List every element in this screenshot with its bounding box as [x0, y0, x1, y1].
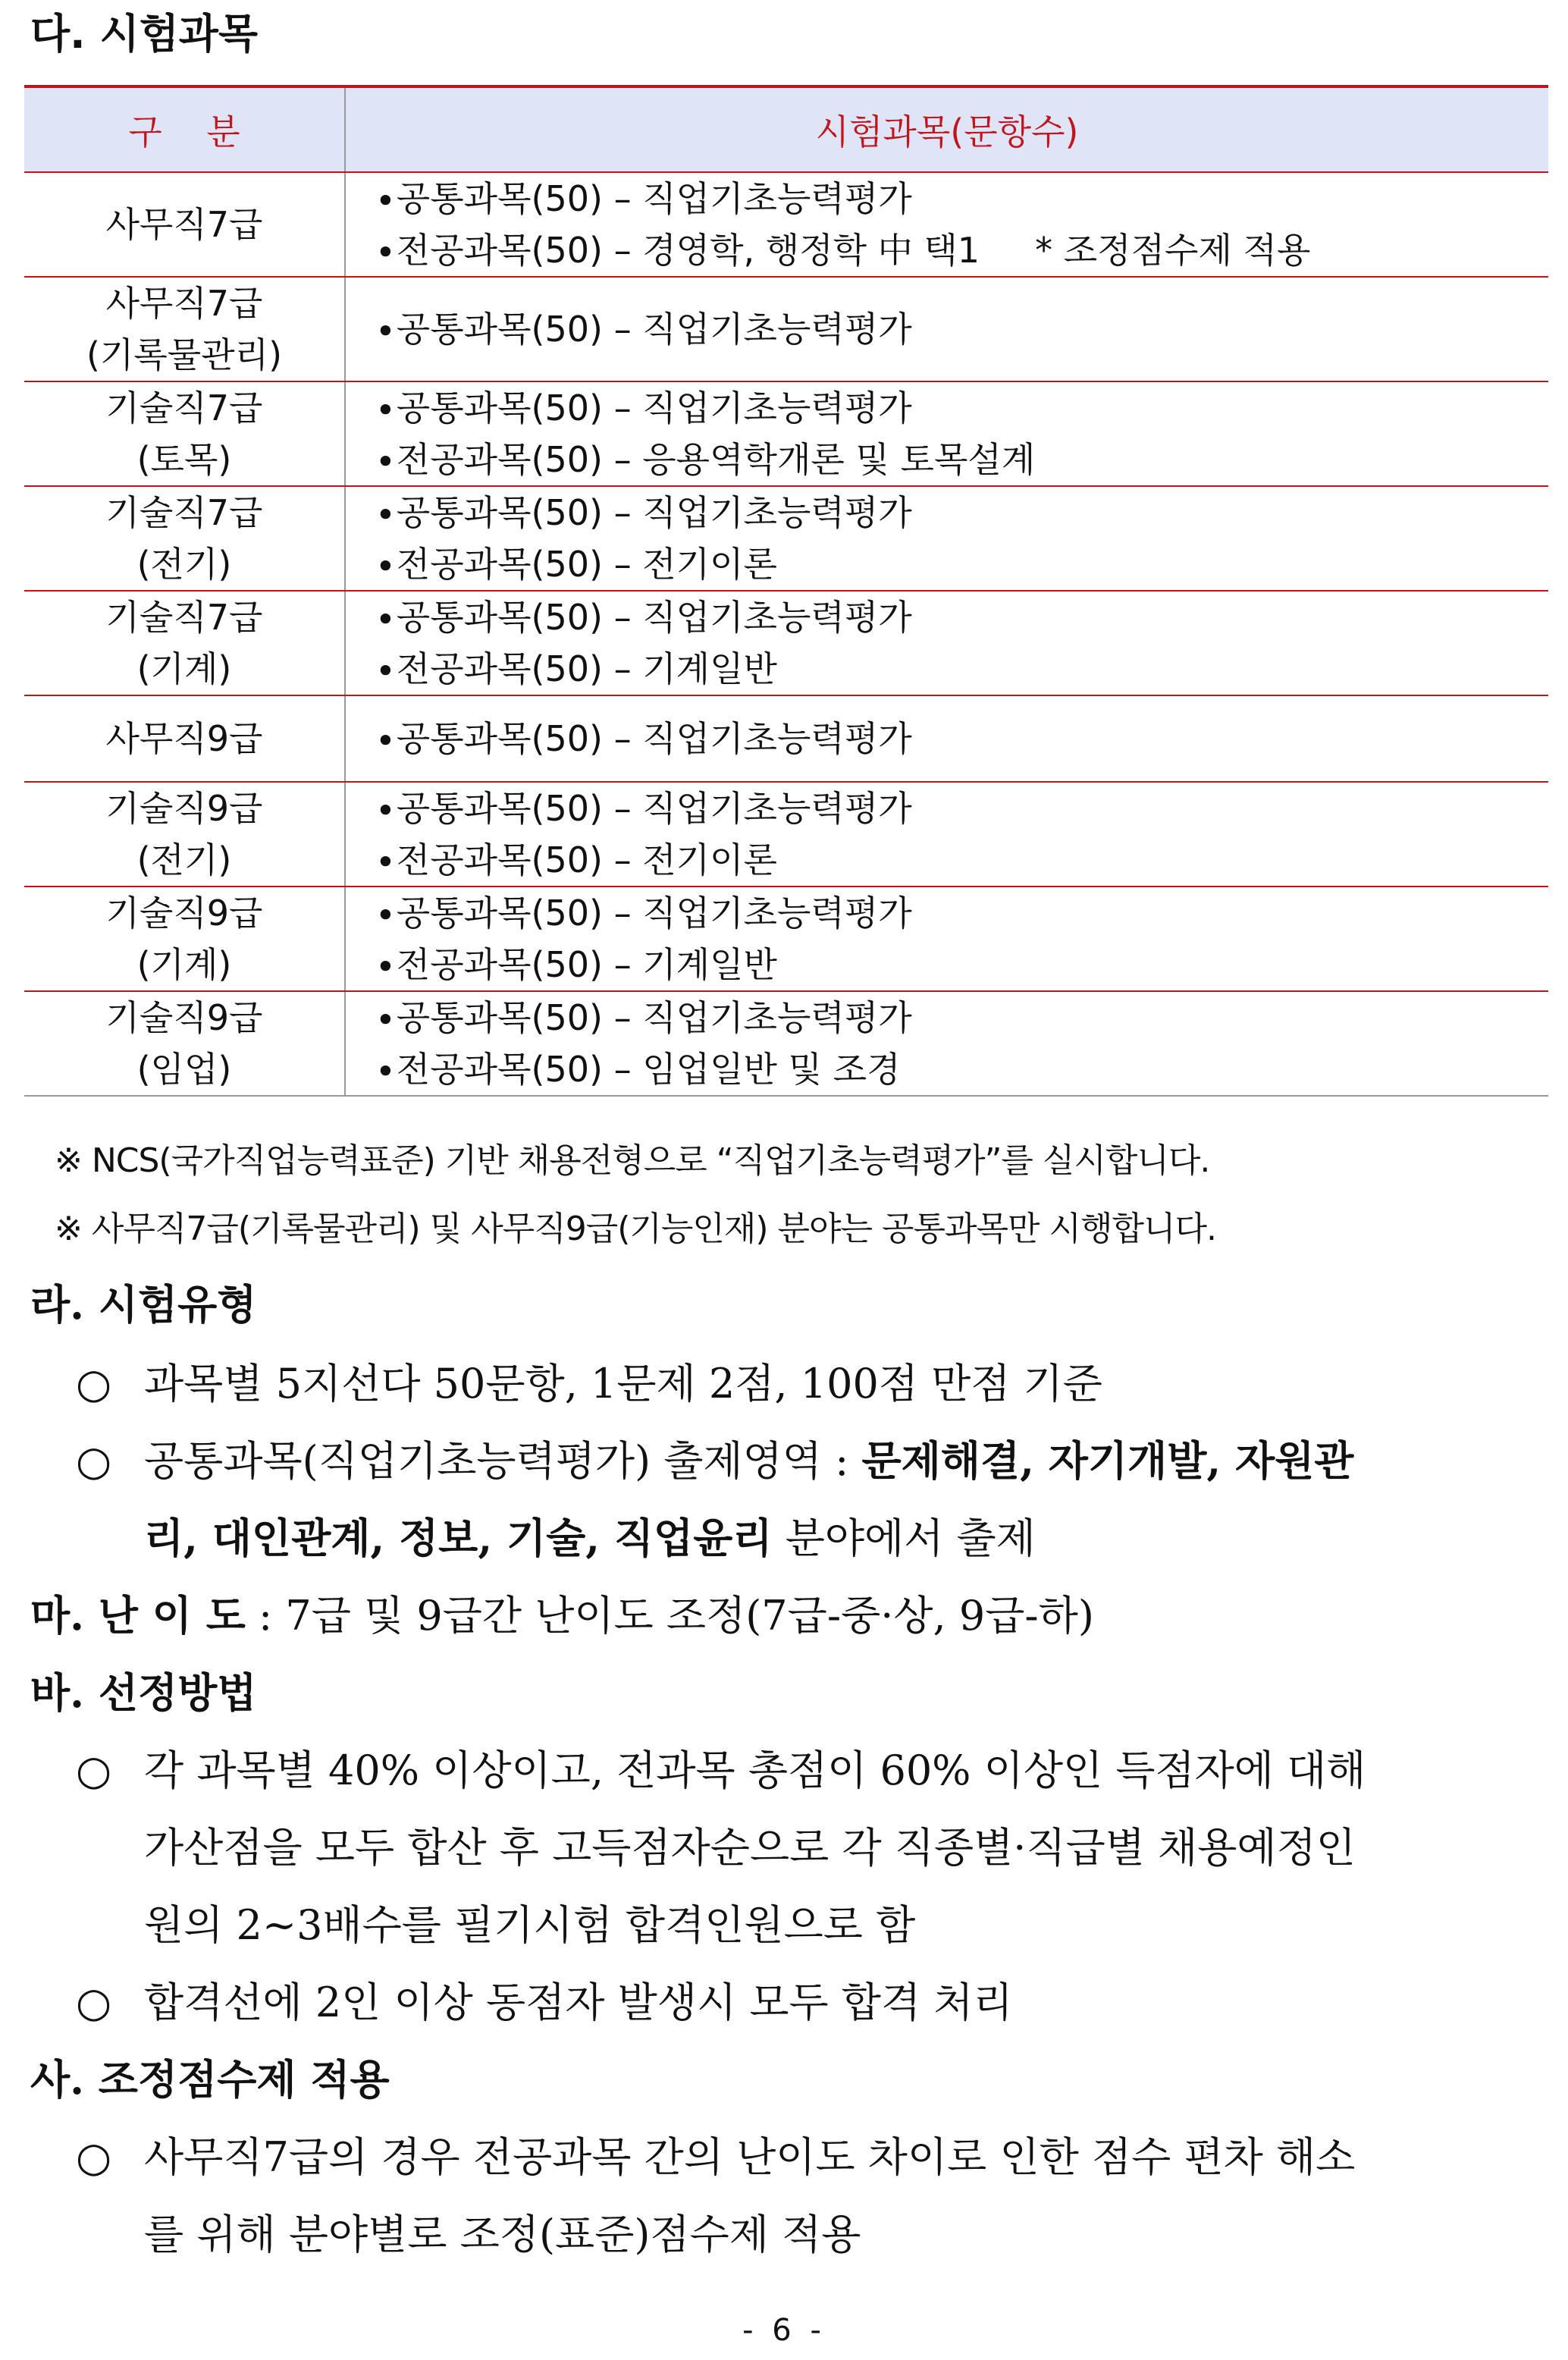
exam-type-item-2-prefix: 공통과목(직업기초능력평가) 출제영역 : [144, 1437, 862, 1485]
subjects-cell [345, 782, 1548, 887]
category-label: (기록물관리) [86, 334, 283, 375]
circle-bullet-icon: ○ [76, 1437, 112, 1485]
category-cell [24, 887, 345, 991]
note-common-only: ※ 사무직7급(기록물관리) 및 사무직9급(기능인재) 분야는 공통과목만 시행합니다. [55, 1210, 1217, 1248]
column-header-subjects: 시험과목(문항수) [345, 86, 1548, 172]
selection-item-1-line-1 [76, 1738, 1366, 1797]
category-cell [24, 486, 345, 591]
page-number: - 6 - [742, 2313, 826, 2348]
circle-bullet-icon: ○ [76, 1979, 112, 2026]
subject-line: ∙공통과목(50) – 직업기초능력평가 [375, 718, 912, 759]
circle-bullet-icon: ○ [76, 2133, 112, 2181]
category-label: (기계) [136, 944, 232, 985]
table-row [24, 591, 1548, 695]
subjects-cell [345, 887, 1548, 991]
exam-type-item-2 [76, 1429, 1353, 1487]
subjects-cell [345, 486, 1548, 591]
subject-line: ∙전공과목(50) – 응용역학개론 및 토목설계 [375, 439, 1036, 480]
exam-type-item-2-bold-2: 리, 대인관계, 정보, 기술, 직업윤리 [144, 1514, 773, 1562]
subjects-cell [345, 991, 1548, 1096]
category-label: 기술직9급 [105, 788, 263, 829]
subjects-cell [345, 591, 1548, 695]
table-row [24, 695, 1548, 782]
category-cell [24, 591, 345, 695]
table-row [24, 782, 1548, 887]
subject-line: ∙공통과목(50) – 직업기초능력평가 [375, 893, 912, 934]
category-cell [24, 277, 345, 381]
subjects-cell [345, 277, 1548, 381]
category-cell [24, 172, 345, 277]
subject-line: ∙공통과목(50) – 직업기초능력평가 [375, 309, 912, 350]
category-label: 기술직7급 [105, 597, 263, 638]
table-row [24, 381, 1548, 486]
subject-line: ∙공통과목(50) – 직업기초능력평가 [375, 788, 912, 829]
section-heading-exam-subjects: 다. 시험과목 [30, 10, 259, 58]
category-label: 사무직7급 [105, 283, 263, 324]
category-label: 사무직7급 [105, 204, 263, 245]
circle-bullet-icon: ○ [76, 1746, 112, 1794]
category-label: (토목) [136, 439, 232, 480]
exam-type-item-2-suffix: 분야에서 출제 [772, 1514, 1036, 1562]
section-heading-exam-type: 라. 시험유형 [30, 1280, 257, 1329]
section-heading-difficulty: 마. 난 이 도 [30, 1591, 246, 1640]
table-row [24, 172, 1548, 277]
adjusted-score-line-1 [76, 2125, 1355, 2183]
subject-line: ∙공통과목(50) – 직업기초능력평가 [375, 178, 912, 219]
subject-line: ∙전공과목(50) – 전기이론 [375, 839, 777, 880]
difficulty-text: : 7급 및 9급간 난이도 조정(7급-중·상, 9급-하) [245, 1592, 1094, 1640]
exam-type-item-1 [76, 1351, 1102, 1410]
table-row [24, 887, 1548, 991]
subject-line: ∙전공과목(50) – 임업일반 및 조경 [375, 1049, 901, 1090]
exam-type-item-1-text: 과목별 5지선다 50문항, 1문제 2점, 100점 만점 기준 [144, 1360, 1102, 1408]
category-label: (기계) [136, 648, 232, 689]
category-label: (전기) [136, 544, 232, 585]
category-label: 기술직9급 [105, 893, 263, 934]
subjects-cell [345, 695, 1548, 782]
category-cell [24, 991, 345, 1096]
category-cell [24, 381, 345, 486]
table-row [24, 991, 1548, 1096]
exam-subjects-table [24, 85, 1548, 1097]
selection-item-1-text-1: 각 과목별 40% 이상이고, 전과목 총점이 60% 이상인 득점자에 대해 [144, 1746, 1366, 1794]
circle-bullet-icon: ○ [76, 1360, 112, 1408]
subject-line: ∙공통과목(50) – 직업기초능력평가 [375, 597, 912, 638]
category-label: (전기) [136, 839, 232, 880]
column-header-category: 구 분 [24, 86, 345, 172]
table-row [24, 486, 1548, 591]
subjects-cell [345, 381, 1548, 486]
selection-item-1-line-2: 가산점을 모두 합산 후 고득점자순으로 각 직종별·직급별 채용예정인 [144, 1824, 1356, 1872]
category-label: 기술직9급 [105, 997, 263, 1038]
subject-line: ∙공통과목(50) – 직업기초능력평가 [375, 388, 912, 428]
category-cell [24, 695, 345, 782]
section-heading-adjusted-score: 사. 조정점수제 적용 [30, 2055, 390, 2104]
selection-item-2-text: 합격선에 2인 이상 동점자 발생시 모두 합격 처리 [144, 1979, 1013, 2026]
exam-type-item-2-cont [144, 1506, 1036, 1564]
exam-type-item-2-bold-1: 문제해결, 자기개발, 자원관 [861, 1436, 1354, 1485]
category-label: (임업) [136, 1049, 232, 1090]
section-heading-selection: 바. 선정방법 [30, 1668, 257, 1717]
subject-line: ∙공통과목(50) – 직업기초능력평가 [375, 492, 912, 533]
table-row [24, 277, 1548, 381]
adjusted-score-text-1: 사무직7급의 경우 전공과목 간의 난이도 차이로 인한 점수 편차 해소 [144, 2133, 1356, 2181]
table-header-row [24, 86, 1548, 172]
category-label: 기술직7급 [105, 492, 263, 533]
subject-line: ∙전공과목(50) – 기계일반 [375, 648, 777, 689]
note-ncs: ※ NCS(국가직업능력표준) 기반 채용전형으로 “직업기초능력평가”를 실시합니다. [55, 1141, 1210, 1180]
category-cell [24, 782, 345, 887]
selection-item-1-line-3: 원의 2~3배수를 필기시험 합격인원으로 함 [144, 1901, 916, 1949]
difficulty-line [30, 1583, 1094, 1642]
category-label: 기술직7급 [105, 388, 263, 428]
subject-line: ∙전공과목(50) – 전기이론 [375, 544, 777, 585]
subject-line: ∙전공과목(50) – 경영학, 행정학 中 택1 * 조정점수제 적용 [375, 230, 1311, 271]
subject-line: ∙전공과목(50) – 기계일반 [375, 944, 777, 985]
subjects-cell [345, 172, 1548, 277]
adjusted-score-line-2: 를 위해 분야별로 조정(표준)점수제 적용 [144, 2211, 861, 2258]
subject-line: ∙공통과목(50) – 직업기초능력평가 [375, 997, 912, 1038]
selection-item-2 [76, 1970, 1013, 2029]
category-label: 사무직9급 [105, 718, 263, 759]
